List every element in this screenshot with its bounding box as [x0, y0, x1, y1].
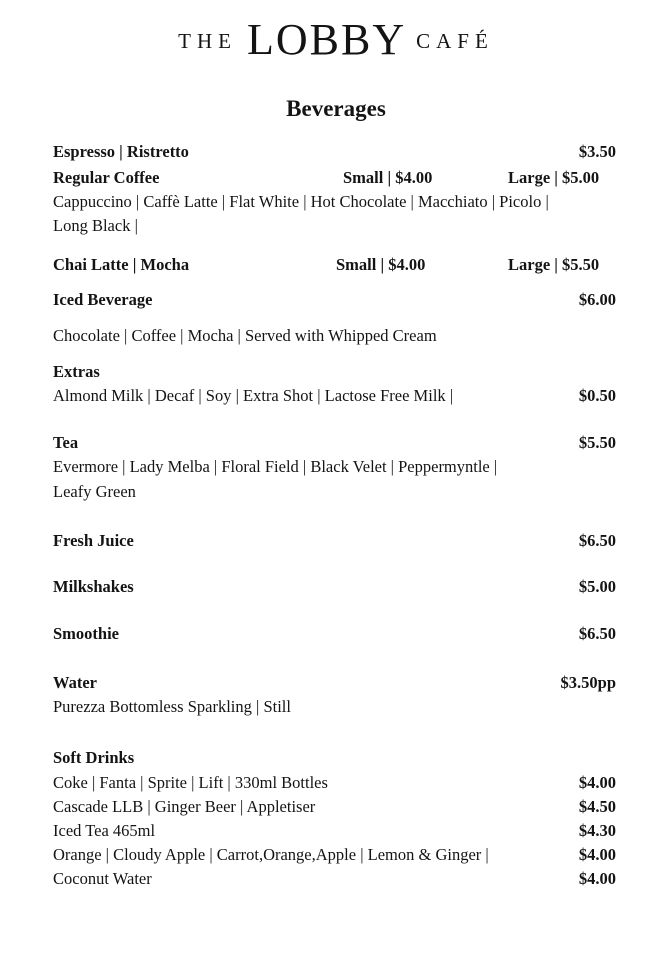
item-price: $4.00	[578, 845, 616, 864]
item-description: Evermore | Lady Melba | Floral Field | Black Velet | Peppermyntle |	[53, 457, 498, 476]
small-price: Small | $4.00	[343, 168, 433, 187]
item-price: $6.50	[578, 624, 616, 643]
item-name: Tea	[53, 433, 79, 452]
soft-drink-row: Cascade LLB | Ginger Beer | Appletiser $4.50	[53, 797, 616, 816]
item-price: $4.00	[578, 773, 616, 792]
item-name: Regular Coffee	[53, 168, 160, 187]
item-name: Chai Latte | Mocha	[53, 255, 190, 274]
item-name: Fresh Juice	[53, 531, 134, 550]
soft-drink-row: Coconut Water $4.00	[53, 869, 616, 888]
item-name: Extras	[53, 362, 100, 381]
menu-item-extras	[53, 362, 616, 386]
menu-item-espresso	[53, 142, 616, 166]
item-price: $4.30	[578, 821, 616, 840]
menu-item-milkshakes	[53, 577, 616, 601]
item-description: Long Black |	[53, 216, 138, 235]
item-name: Water	[53, 673, 97, 692]
item-price: $0.50	[578, 386, 616, 405]
item-price: $3.50pp	[560, 673, 616, 692]
item-description: Leafy Green	[53, 482, 136, 501]
logo-cafe: CAFÉ	[416, 29, 494, 53]
menu-item-soft-drinks	[53, 748, 616, 772]
logo-the: THE	[178, 29, 237, 53]
item-description: Cappuccino | Caffè Latte | Flat White | Hot Chocolate | Macchiato | Picolo |	[53, 192, 549, 211]
item-description: Almond Milk | Decaf | Soy | Extra Shot | Lactose Free Milk | $0.50	[53, 386, 616, 405]
item-name: Smoothie	[53, 624, 119, 643]
item-price: $3.50	[578, 142, 616, 161]
menu-item-tea	[53, 433, 616, 457]
item-name: Soft Drinks	[53, 748, 135, 767]
menu-item-regular-coffee	[53, 168, 616, 192]
item-description: Chocolate | Coffee | Mocha | Served with Whipped Cream	[53, 326, 437, 345]
item-price: $6.50	[578, 531, 616, 550]
menu-item-fresh-juice	[53, 531, 616, 555]
menu-item-smoothie	[53, 624, 616, 648]
item-price: $6.00	[578, 290, 616, 309]
menu-item-water	[53, 673, 616, 697]
page-title: Beverages	[286, 96, 386, 121]
cafe-logo	[0, 14, 672, 65]
item-price: $5.50	[578, 433, 616, 452]
large-price: Large | $5.50	[508, 255, 600, 274]
large-price: Large | $5.00	[508, 168, 600, 187]
small-price: Small | $4.00	[336, 255, 426, 274]
soft-drink-row: Iced Tea 465ml $4.30	[53, 821, 616, 840]
soft-drink-row: Orange | Cloudy Apple | Carrot,Orange,Apple | Lemon & Ginger | $4.00	[53, 845, 616, 864]
menu-item-chai-latte	[53, 255, 616, 279]
item-name: Espresso | Ristretto	[53, 142, 189, 161]
logo-lobby: LOBBY	[247, 15, 407, 64]
menu-item-iced-beverage	[53, 290, 616, 314]
item-name: Milkshakes	[53, 577, 134, 596]
item-name: Iced Beverage	[53, 290, 153, 309]
soft-drink-row: Coke | Fanta | Sprite | Lift | 330ml Bottles $4.00	[53, 773, 616, 792]
item-price: $5.00	[578, 577, 616, 596]
item-description: Purezza Bottomless Sparkling | Still	[53, 697, 291, 716]
item-price: $4.50	[578, 797, 616, 816]
item-price: $4.00	[578, 869, 616, 888]
